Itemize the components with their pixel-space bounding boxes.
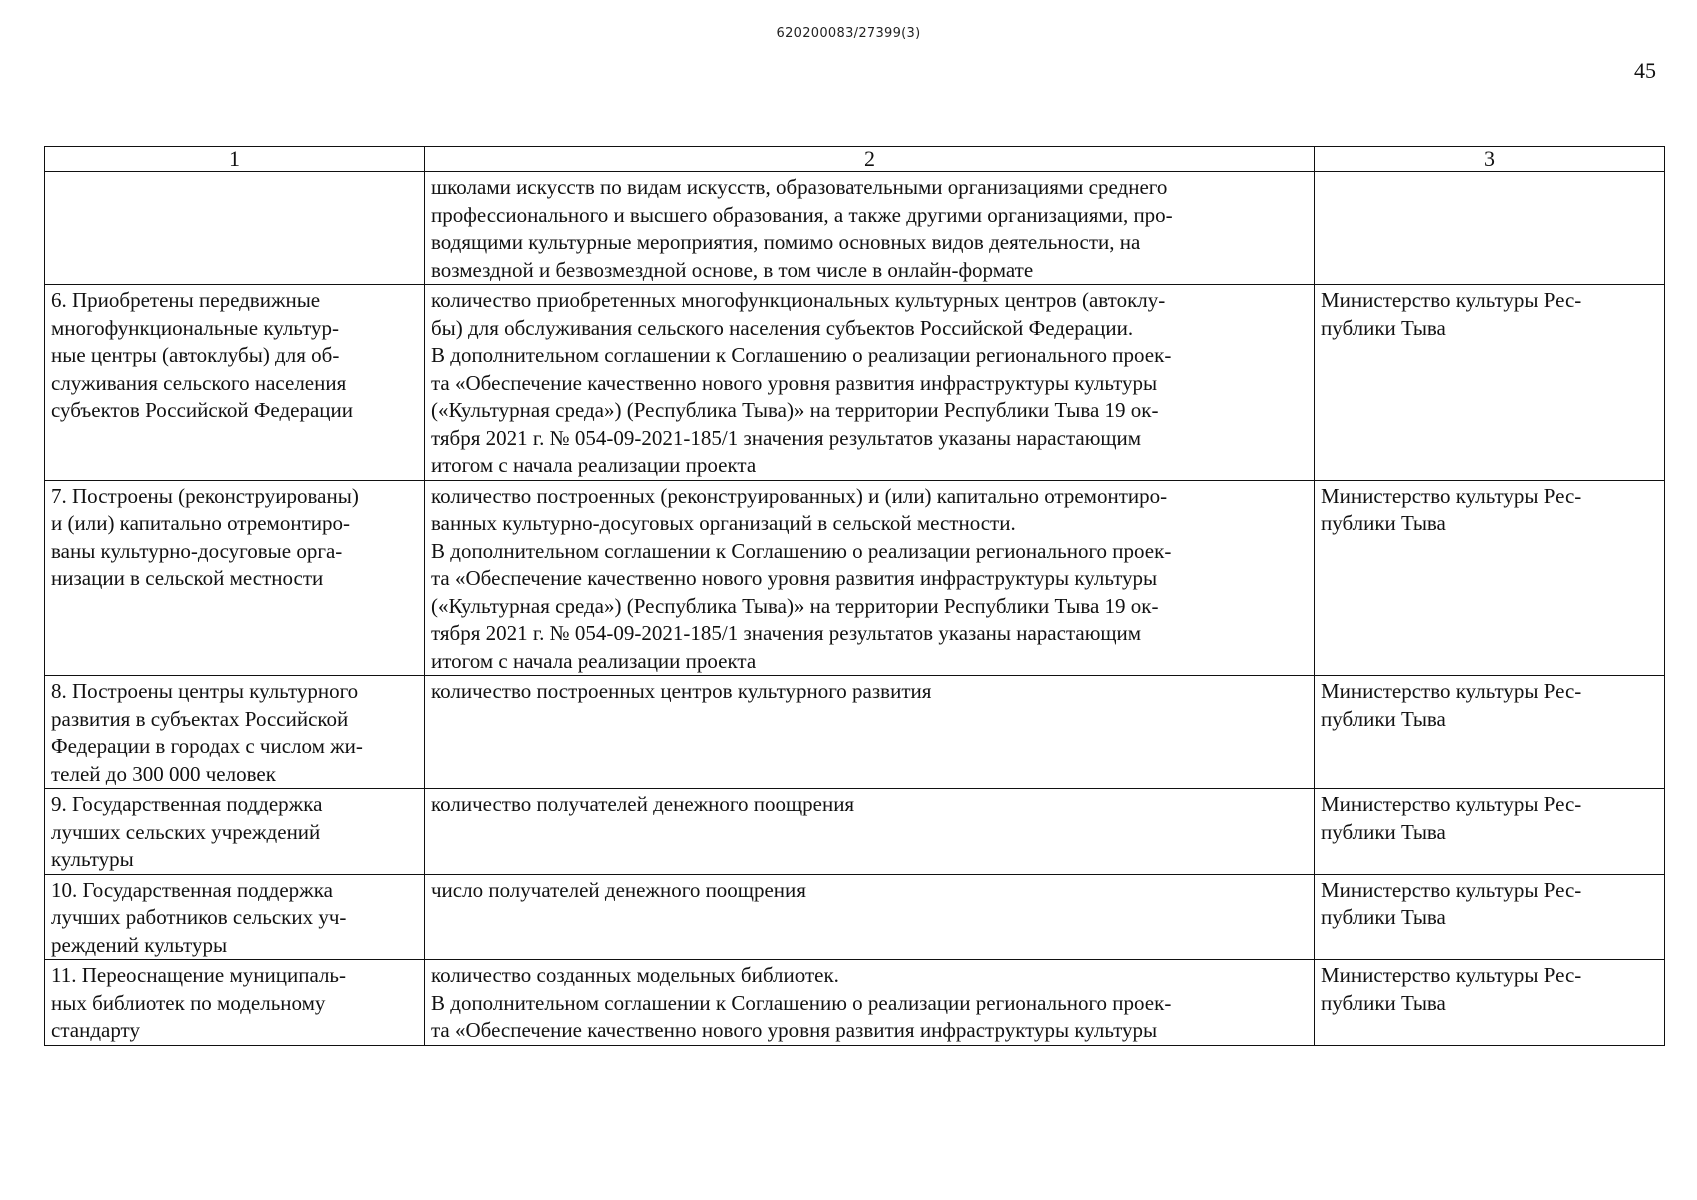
table-row (45, 676, 1665, 789)
responsible-cell: Министерство культуры Рес- публики Тыва (1315, 960, 1665, 1046)
table-header-row (45, 147, 1665, 172)
column-header-1: 1 (45, 147, 425, 172)
result-cell: 9. Государственная поддержка лучших сельских учреждений культуры (45, 789, 425, 875)
table-row (45, 172, 1665, 285)
table-row (45, 285, 1665, 481)
result-cell: 8. Построены центры культурного развития в субъектах Российской Федерации в городах с числом жи- телей до 300 000 человек (45, 676, 425, 789)
table-row (45, 480, 1665, 676)
result-cell: 6. Приобретены передвижные многофункциональные культур- ные центры (автоклубы) для об- служивания сельского населения субъектов Российской Федерации (45, 285, 425, 481)
indicator-cell: количество созданных модельных библиотек. В дополнительном соглашении к Соглашению о реализации регионального проек- та «Обеспечение качественно нового уровня развития инфраструктуры культуры (425, 960, 1315, 1046)
results-table (44, 146, 1665, 1046)
result-cell (45, 172, 425, 285)
result-cell: 11. Переоснащение муниципаль- ных библиотек по модельному стандарту (45, 960, 425, 1046)
responsible-cell: Министерство культуры Рес- публики Тыва (1315, 874, 1665, 960)
indicator-cell: количество построенных (реконструированных) и (или) капитально отремонтиро- ванных культурно-досуговых организаций в сельской местности. В дополнительном соглашении к Соглашению о реализации регионального проек- та «Обеспечение качественно нового уровня развития инфраструктуры культуры («Культурная среда») (Республика Тыва)» на территории Республики Тыва 19 ок- тября 2021 г. № 054-09-2021-185/1 значения результатов указаны нарастающим итогом с начала реализации проекта (425, 480, 1315, 676)
table-row (45, 789, 1665, 875)
result-cell: 10. Государственная поддержка лучших работников сельских уч- реждений культуры (45, 874, 425, 960)
indicator-cell: школами искусств по видам искусств, образовательными организациями среднего профессионального и высшего образования, а также другими организациями, про- водящими культурные мероприятия, помимо основных видов деятельности, на возмездной и безвозмездной основе, в том числе в онлайн-формате (425, 172, 1315, 285)
table-row (45, 960, 1665, 1046)
indicator-cell: число получателей денежного поощрения (425, 874, 1315, 960)
column-header-3: 3 (1315, 147, 1665, 172)
table-row (45, 874, 1665, 960)
result-cell: 7. Построены (реконструированы) и (или) капитально отремонтиро- ваны культурно-досуговые орга- низации в сельской местности (45, 480, 425, 676)
indicator-cell: количество построенных центров культурного развития (425, 676, 1315, 789)
responsible-cell: Министерство культуры Рес- публики Тыва (1315, 676, 1665, 789)
column-header-2: 2 (425, 147, 1315, 172)
responsible-cell: Министерство культуры Рес- публики Тыва (1315, 789, 1665, 875)
indicator-cell: количество приобретенных многофункциональных культурных центров (автоклу- бы) для обслуживания сельского населения субъектов Российской Федерации. В дополнительном соглашении к Соглашению о реализации регионального проек- та «Обеспечение качественно нового уровня развития инфраструктуры культуры («Культурная среда») (Республика Тыва)» на территории Республики Тыва 19 ок- тября 2021 г. № 054-09-2021-185/1 значения результатов указаны нарастающим итогом с начала реализации проекта (425, 285, 1315, 481)
responsible-cell (1315, 172, 1665, 285)
indicator-cell: количество получателей денежного поощрения (425, 789, 1315, 875)
page-number: 45 (1634, 58, 1656, 83)
document-id: 620200083/27399(3) (776, 26, 921, 41)
responsible-cell: Министерство культуры Рес- публики Тыва (1315, 285, 1665, 481)
responsible-cell: Министерство культуры Рес- публики Тыва (1315, 480, 1665, 676)
